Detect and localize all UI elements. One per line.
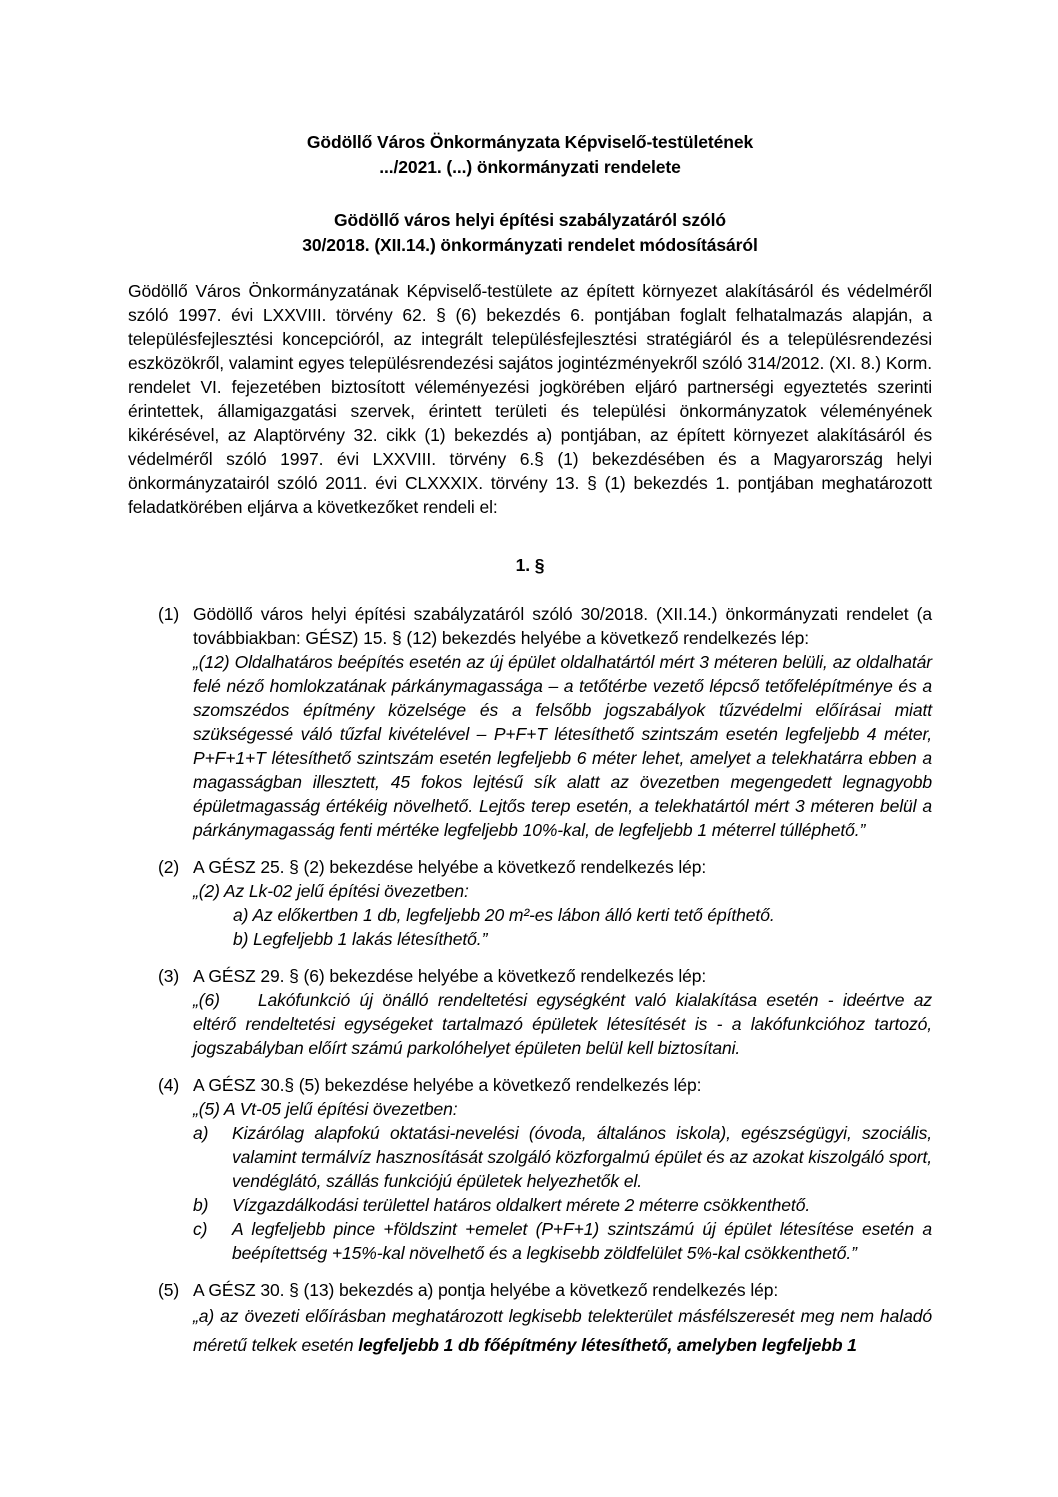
section-heading: 1. § bbox=[515, 555, 545, 575]
item-number: (2) bbox=[158, 857, 180, 877]
quote-sub-item-b: b) Legfeljebb 1 lakás létesíthető.” bbox=[233, 929, 488, 949]
decree-item-4 bbox=[128, 1073, 932, 1265]
item-intro: A GÉSZ 25. § (2) bekezdése helyébe a következő rendelkezés lép: bbox=[193, 857, 707, 877]
item-quote bbox=[193, 988, 932, 1060]
item-number: (4) bbox=[158, 1075, 180, 1095]
item-quote-intro: „(2) Az Lk-02 jelű építési övezetben: bbox=[193, 881, 469, 901]
item-number: (1) bbox=[158, 604, 180, 624]
preamble-paragraph: Gödöllő Város Önkormányzatának Képviselő-testülete az épített környezet alakításáról és védelméről szóló 1997. évi LXXVIII. törvény 62. § (6) bekezdés 6. pontjában foglalt felhatalmazás alapján, a településfejlesztési koncepcióról, az integrált településfejlesztési stratégiáról és a településrendezési eszközökről, valamint egyes településrendezési sajátos jogintézményekről szóló 314/2012. (XI. 8.) Korm. rendelet VI. fejezetében biztosított véleményezési jogkörében eljáró partnerségi egyeztetés szerinti érintettek, államigazgatási szervek, érintett területi és települési önkormányzatok véleményének kikérésével, az Alaptörvény 32. cikk (1) bekezdés a) pontjában, az épített környezet alakításáról és védelméről szóló 1997. évi LXXVIII. törvény 6.§ (1) bekezdésében és a Magyarország helyi önkormányzatairól szóló 2011. évi CLXXXIX. törvény 13. § (1) bekezdés 1. pontjában meghatározott feladatkörében eljárva a következőket rendeli el: bbox=[128, 281, 932, 517]
quote-text: „a) az övezeti előírásban meghatározott legkisebb telekterület másfélszeresét meg nem haladó méretű telkek esetén bbox=[193, 1306, 932, 1355]
sub-item-letter: c) bbox=[193, 1219, 208, 1239]
item-quote: „(12) Oldalhatáros beépítés esetén az új épület oldalhatártól mért 3 méteren belüli, az oldalhatár felé néző homlokzatának párkánymagassága – a tetőtérbe vezető lépcső tetőfelépítménye és a szomszédos építmény közelsége és a felsőbb jogszabályok tűzvédelmi előírásai miatt szükségessé váló tűzfal kivételével – P+F+T létesíthető szintszám esetén legfeljebb 4 méter, P+F+1+T létesíthető szintszám esetén legfeljebb 6 méter lehet, amelyet a telekhatárra ebben a magasságban illesztett, 45 fokos lejtésű sík alatt az övezetben megengedett legnagyobb épületmagasság értékéig növelhető. Lejtős terep esetén, a telekhatártól mért 3 méteren belül a párkánymagasság fenti mértéke legfeljebb 10%-kal, de legfeljebb 1 méterrel túlléphető.” bbox=[193, 652, 932, 840]
item-intro: A GÉSZ 30. § (13) bekezdés a) pontja helyébe a következő rendelkezés lép: bbox=[193, 1280, 779, 1300]
sub-item-letter: b) bbox=[193, 1195, 209, 1215]
item-number: (5) bbox=[158, 1280, 180, 1300]
decree-item-5 bbox=[128, 1278, 932, 1360]
quote-bold-segment: legfeljebb 1 db főépítmény létesíthető, amelyben legfeljebb 1 bbox=[358, 1335, 857, 1355]
item-quote bbox=[193, 1302, 932, 1360]
sub-item-letter: a) bbox=[193, 1123, 209, 1143]
decree-item-3 bbox=[128, 964, 932, 1060]
title-subject-line2: 30/2018. (XII.14.) önkormányzati rendelet módosításáról bbox=[302, 235, 758, 255]
decree-items bbox=[128, 602, 932, 1360]
decree-item-1 bbox=[128, 602, 932, 842]
document-header bbox=[128, 130, 932, 258]
quote-sub-item-a bbox=[193, 1121, 932, 1193]
item-intro: A GÉSZ 30.§ (5) bekezdése helyébe a következő rendelkezés lép: bbox=[193, 1075, 702, 1095]
item-intro: A GÉSZ 29. § (6) bekezdése helyébe a következő rendelkezés lép: bbox=[193, 966, 707, 986]
sub-item-text: Vízgazdálkodási területtel határos oldalkert mérete 2 méterre csökkenthető. bbox=[232, 1195, 811, 1215]
sub-item-text: A legfeljebb pince +földszint +emelet (P+F+1) szintszámú új épület létesítése esetén a beépítettség +15%-kal növelhető és a legkisebb zöldfelület 5%-kal csökkenthető.” bbox=[232, 1219, 932, 1263]
quote-sub-item-a: a) Az előkertben 1 db, legfeljebb 20 m²-es lábon álló kerti tető építhető. bbox=[233, 905, 775, 925]
item-intro: Gödöllő város helyi építési szabályzatáról szóló 30/2018. (XII.14.) önkormányzati rendelet (a továbbiakban: GÉSZ) 15. § (12) bekezdés helyébe a következő rendelkezés lép: bbox=[193, 604, 932, 648]
title-subject-line1: Gödöllő város helyi építési szabályzatáról szóló bbox=[334, 210, 726, 230]
title-authority-line2: .../2021. (...) önkormányzati rendelete bbox=[379, 157, 681, 177]
quote-sub-item-b bbox=[193, 1193, 932, 1217]
quote-sub-item-c bbox=[193, 1217, 932, 1265]
title-authority-line1: Gödöllő Város Önkormányzata Képviselő-testületének bbox=[306, 132, 754, 152]
item-number: (3) bbox=[158, 966, 180, 986]
quote-text: Lakófunkció új önálló rendeltetési egységként való kialakítása esetén - ideértve az eltérő rendeltetési egységeket tartalmazó épületek létesítését is - a lakófunkcióhoz tartozó, jogszabályban előírt számú parkolóhelyet épületen belül kell biztosítani. bbox=[193, 990, 932, 1058]
decree-item-2 bbox=[128, 855, 932, 951]
item-quote-intro: „(5) A Vt-05 jelű építési övezetben: bbox=[193, 1099, 458, 1119]
quote-marker: „(6) bbox=[193, 990, 220, 1010]
sub-item-text: Kizárólag alapfokú oktatási-nevelési (óvoda, általános iskola), egészségügyi, szociális, valamint termálvíz hasznosítását szolgáló közforgalmú épület és az azokat kiszolgáló sport, vendéglátó, szállás funkciójú épületek helyezhetők el. bbox=[232, 1123, 932, 1191]
